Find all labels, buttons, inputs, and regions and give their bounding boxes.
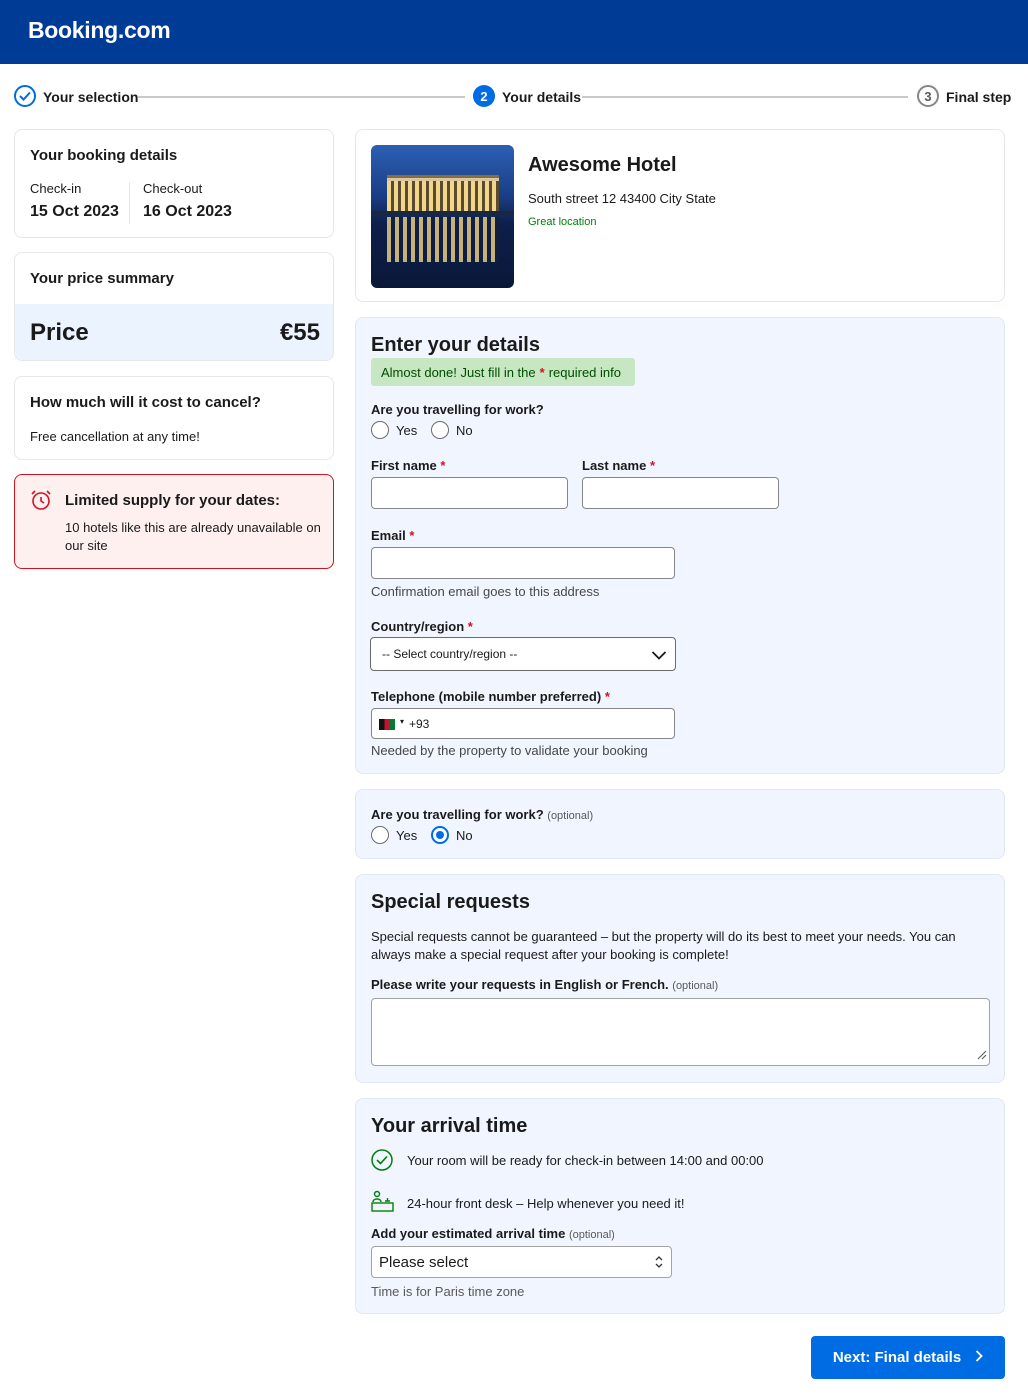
hotel-card: [355, 129, 1005, 302]
step-your-selection[interactable]: Your selection: [43, 89, 139, 105]
step-connector: [582, 96, 908, 98]
special-requests-panel: [355, 874, 1005, 1083]
limited-supply-line2: our site: [65, 538, 108, 553]
arrival-title: Your arrival time: [371, 1115, 528, 1137]
country-select-value: -- Select country/region --: [382, 647, 518, 661]
required-star: *: [539, 364, 545, 380]
booking-details-card: [14, 129, 334, 238]
checkout-label: Check-out: [143, 181, 203, 196]
hotel-photo[interactable]: [371, 145, 514, 288]
email-label: Email *: [371, 528, 415, 543]
email-input[interactable]: [371, 547, 675, 579]
special-requests-prompt: Please write your requests in English or French. (optional): [371, 977, 719, 992]
limited-supply-line1: 10 hotels like this are already unavailable on: [65, 520, 321, 535]
phone-label: Telephone (mobile number preferred) *: [371, 689, 610, 704]
phone-input[interactable]: [371, 708, 675, 739]
front-desk-icon: [371, 1190, 394, 1216]
special-requests-textarea[interactable]: [371, 998, 990, 1066]
next-final-details-button[interactable]: [811, 1336, 1005, 1379]
work-panel-yes-radio[interactable]: [371, 826, 389, 844]
price-label: Price: [30, 319, 89, 346]
arrival-add-label: Add your estimated arrival time (optional): [371, 1226, 615, 1241]
limited-supply-card: [14, 474, 334, 569]
chevron-right-icon: [975, 1349, 983, 1366]
price-summary-title: Your price summary: [30, 270, 174, 287]
resize-handle-icon[interactable]: [975, 1047, 987, 1063]
checkin-date: 15 Oct 2023: [30, 203, 119, 220]
work-panel-no-label[interactable]: No: [456, 828, 473, 843]
step-upcoming-badge: 3: [917, 85, 939, 107]
phone-value: +93: [409, 717, 430, 731]
email-hint: Confirmation email goes to this address: [371, 584, 600, 599]
front-desk-text: 24-hour front desk – Help whenever you need it!: [407, 1196, 685, 1211]
booking-details-title: Your booking details: [30, 147, 178, 164]
price-row: [15, 304, 334, 361]
cancellation-text: Free cancellation at any time!: [30, 429, 200, 444]
step-current-badge: 2: [473, 85, 495, 107]
country-label: Country/region *: [371, 619, 473, 634]
price-summary-card: [14, 252, 334, 361]
work-yes-label[interactable]: Yes: [396, 423, 418, 438]
progress-steps: [0, 84, 1028, 110]
work-panel-question: Are you travelling for work? (optional): [371, 807, 594, 822]
work-panel-yes-label[interactable]: Yes: [396, 828, 418, 843]
step-final: Final step: [946, 89, 1012, 105]
checkin-label: Check-in: [30, 181, 82, 196]
top-bar: [0, 0, 1028, 64]
last-name-label: Last name *: [582, 458, 655, 473]
arrival-time-select[interactable]: [371, 1246, 672, 1278]
special-requests-title: Special requests: [371, 891, 530, 913]
chevron-down-icon: [651, 648, 667, 664]
hotel-location-tag: Great location: [528, 216, 597, 228]
arrival-time-panel: [355, 1098, 1005, 1314]
next-button-label: Next: Final details: [832, 1349, 962, 1366]
price-value: €55: [279, 319, 320, 346]
timezone-note: Time is for Paris time zone: [371, 1284, 525, 1299]
limited-supply-title: Limited supply for your dates:: [65, 492, 281, 509]
details-form-panel: [355, 317, 1005, 774]
last-name-input[interactable]: [582, 477, 779, 509]
first-name-input[interactable]: [371, 477, 568, 509]
details-form-title: Enter your details: [371, 334, 540, 356]
special-requests-line1: Special requests cannot be guaranteed – but the property will do its best to meet your needs. You can: [371, 929, 956, 944]
work-yes-radio[interactable]: [371, 421, 389, 439]
cancellation-card: [14, 376, 334, 460]
booking-logo[interactable]: Booking.com: [28, 17, 171, 43]
cancellation-title: How much will it cost to cancel?: [30, 394, 261, 411]
check-circle-icon: [371, 1149, 393, 1174]
step-your-details: Your details: [502, 89, 582, 105]
phone-hint: Needed by the property to validate your booking: [371, 743, 648, 758]
first-name-label: First name *: [371, 458, 446, 473]
country-select[interactable]: [370, 637, 676, 671]
checkout-date: 16 Oct 2023: [143, 203, 232, 220]
country-flag-icon[interactable]: [379, 719, 395, 730]
flag-dropdown-icon[interactable]: ▾: [400, 717, 405, 726]
divider: [129, 182, 130, 224]
hotel-address: South street 12 43400 City State: [528, 191, 716, 206]
arrival-ready-text: Your room will be ready for check-in between 14:00 and 00:00: [407, 1153, 764, 1168]
required-info-banner: [371, 358, 635, 386]
special-requests-line2: always make a special request after your booking is complete!: [371, 947, 729, 962]
work-no-radio[interactable]: [431, 421, 449, 439]
arrival-select-value: Please select: [379, 1254, 469, 1271]
work-travel-panel: [355, 789, 1005, 859]
hotel-name[interactable]: Awesome Hotel: [528, 154, 677, 176]
step-connector: [138, 96, 465, 98]
alarm-clock-icon: [29, 488, 53, 515]
work-no-label[interactable]: No: [456, 423, 473, 438]
banner-text: required info: [548, 364, 621, 380]
work-panel-no-radio[interactable]: [431, 826, 449, 844]
work-question: Are you travelling for work?: [371, 402, 544, 417]
step-done-icon: [14, 85, 36, 107]
updown-chevron-icon: [654, 1255, 664, 1272]
banner-text: Almost done! Just fill in the: [381, 364, 536, 380]
